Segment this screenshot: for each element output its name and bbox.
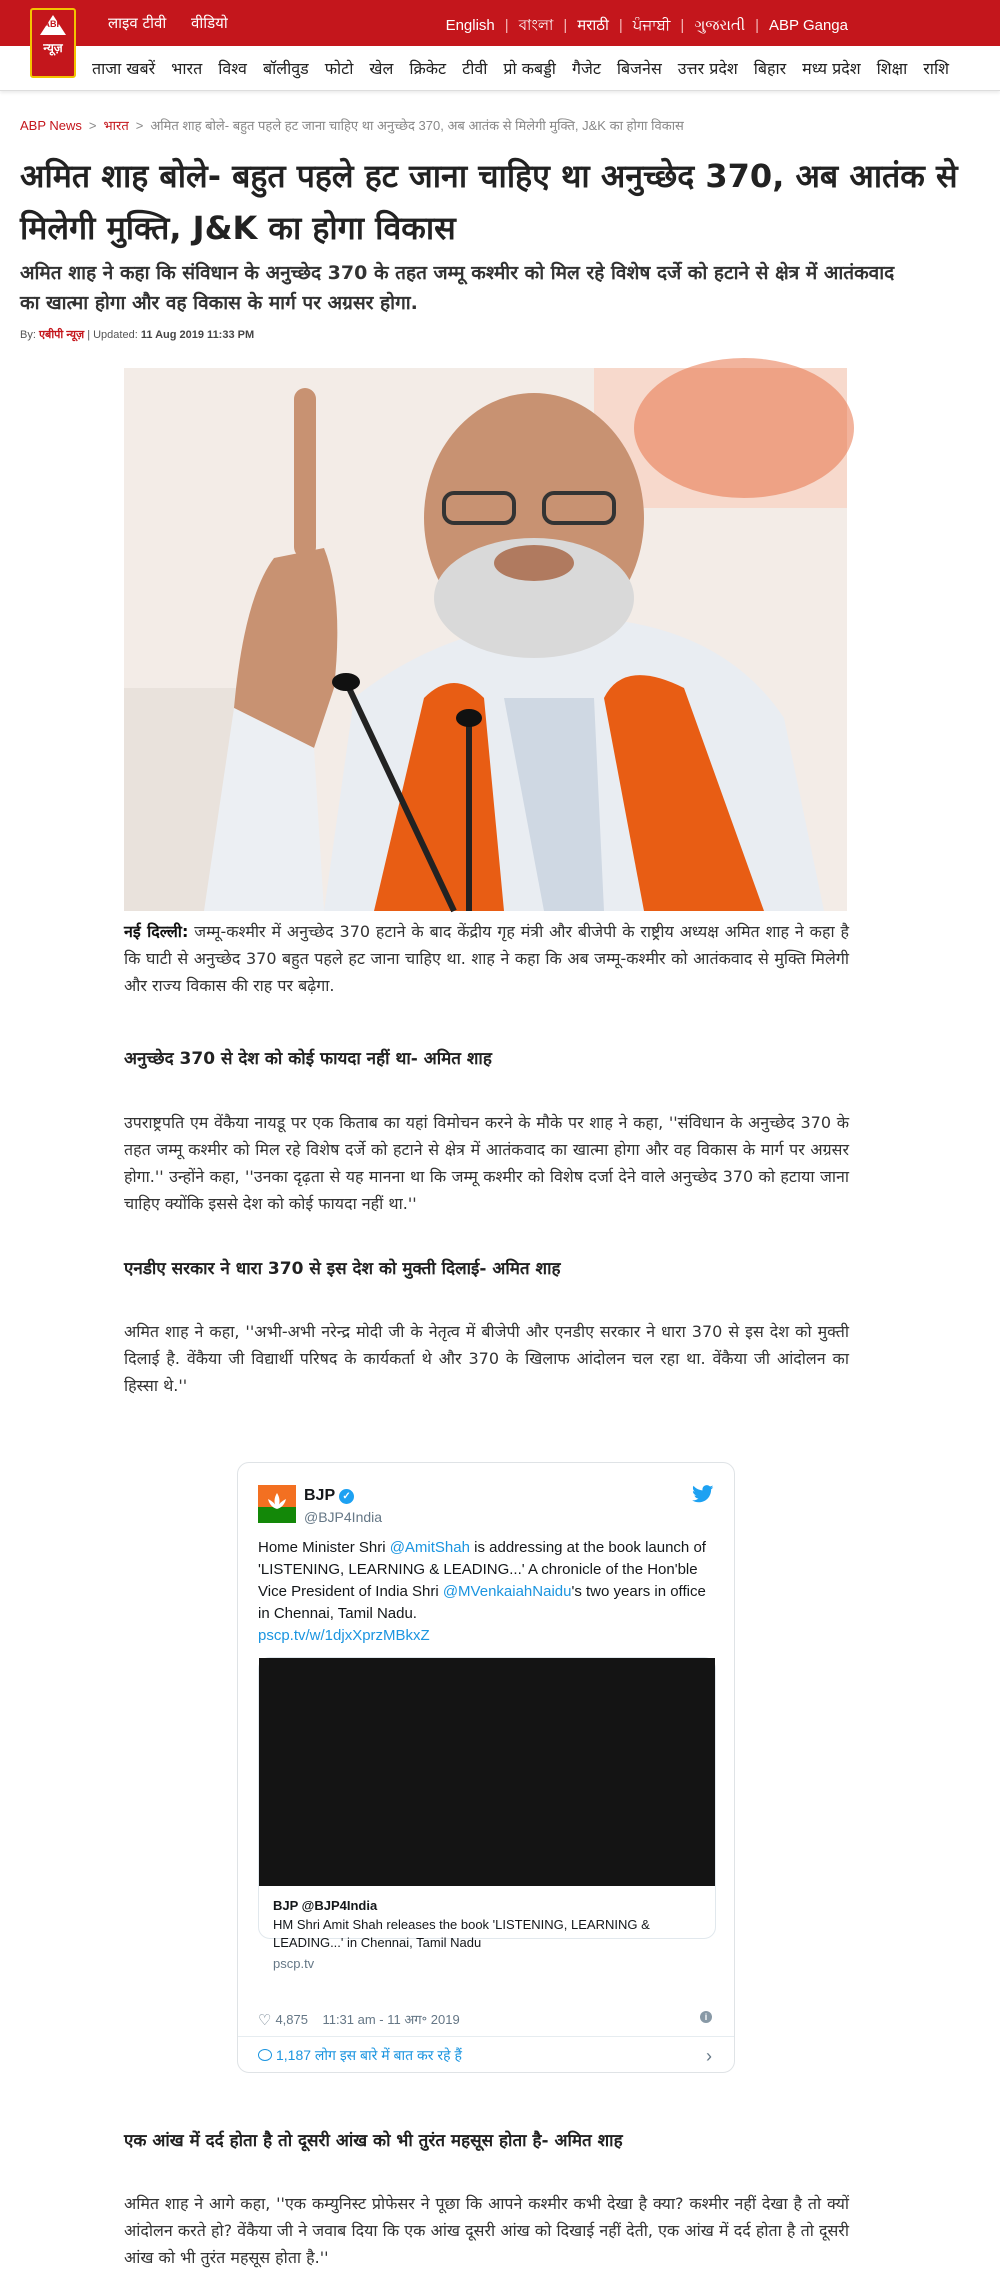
article-byline bbox=[20, 327, 254, 342]
card-title: BJP @BJP4India bbox=[273, 1898, 378, 1913]
chevron-right-icon[interactable]: › bbox=[706, 2046, 712, 2066]
article-headline: अमित शाह बोले- बहुत पहले हट जाना चाहिए था अनुच्छेद 370, अब आतंक से मिलेगी मुक्ति, J&K का होगा विकास bbox=[20, 157, 958, 247]
lang-punjabi-link[interactable]: ਪੰਜਾਬੀ bbox=[632, 17, 671, 34]
video-link[interactable]: वीडियो bbox=[190, 14, 228, 32]
logo-news-text: न्यूज़ bbox=[43, 41, 63, 55]
reply-bubble-icon bbox=[258, 2049, 272, 2061]
lang-marathi-link[interactable]: मराठी bbox=[577, 17, 609, 34]
article-subhead: अमित शाह ने कहा कि संविधान के अनुच्छेद 370 के तहत जम्मू कश्मीर को मिल रहे विशेष दर्जे को हटाने से क्षेत्र में आतंकवाद का खात्मा होगा और वह विकास के मार्ग पर अग्रसर होगा. bbox=[20, 262, 895, 314]
logo-abp-text: ABP bbox=[43, 19, 63, 29]
article-paragraph-3: अमित शाह ने कहा, ''अभी-अभी नरेन्द्र मोदी जी के नेतृत्व में बीजेपी और एनडीए सरकार ने धारा 370 से इस देश को मुक्ती दिलाई है. वेंकैया जी विद्यार्थी परिषद के कार्यकर्ता थे और 370 के खिलाफ आंदोलन चल रहा था. वेंकैया जी आंदोलन का हिस्सा थे.'' bbox=[124, 1322, 849, 1395]
article-paragraph-1 bbox=[124, 918, 849, 999]
breadcrumb-separator: > bbox=[88, 118, 97, 133]
nav-item-pro-kabaddi[interactable]: प्रो कबड्डी bbox=[503, 59, 556, 78]
article-subheading-1: अनुच्छेद 370 से देश को कोई फायदा नहीं था- अमित शाह bbox=[124, 1049, 492, 1069]
article-paragraph-1-text: जम्मू-कश्मीर में अनुच्छेद 370 हटाने के बाद केंद्रीय गृह मंत्री और बीजेपी के राष्ट्रीय अध्यक्ष अमित शाह ने कहा है कि घाटी से अनुच्छेद 370 बहुत पहले हट जाना चाहिए था. शाह ने कहा कि अब जम्मू-कश्मीर को आतंकवाद से मुक्ति मिलेगी और राज्य विकास की राह पर बढ़ेगा. bbox=[124, 922, 849, 995]
tweet-text-part: is addressing at the book launch of 'LISTENING, LEARNING & LEADING...' A chronicle of the Hon'ble Vice President of India Shri bbox=[258, 1539, 706, 1600]
nav-item-education[interactable]: शिक्षा bbox=[876, 59, 908, 78]
embedded-tweet[interactable] bbox=[237, 1462, 735, 2073]
nav-item-latest[interactable]: ताजा खबरें bbox=[92, 59, 156, 78]
lang-abp-ganga-link[interactable]: ABP Ganga bbox=[769, 17, 848, 34]
abp-news-logo[interactable] bbox=[30, 8, 76, 78]
nav-item-world[interactable]: विश्व bbox=[218, 59, 247, 78]
tweet-author-name-text: BJP bbox=[304, 1487, 336, 1504]
nav-item-rashi[interactable]: राशि bbox=[923, 59, 949, 78]
tweet-text-part: Home Minister Shri bbox=[258, 1539, 390, 1556]
tweet-url-link[interactable]: pscp.tv/w/1djxXprzMBkxZ bbox=[258, 1627, 430, 1644]
card-description: HM Shri Amit Shah releases the book 'LISTENING, LEARNING & LEADING...' in Chennai, Tamil Nadu bbox=[273, 1917, 650, 1950]
speaker-photo bbox=[124, 368, 847, 911]
tweet-meta bbox=[258, 2010, 460, 2029]
twitter-bird-icon[interactable] bbox=[692, 1485, 714, 1503]
top-bar bbox=[0, 0, 1000, 46]
tweet-author-handle[interactable]: @BJP4India bbox=[304, 1509, 383, 1525]
breadcrumb-section[interactable]: भारत bbox=[103, 118, 129, 133]
lang-gujarati-link[interactable]: ગુજરાતી bbox=[694, 17, 746, 34]
breadcrumb-separator: > bbox=[135, 118, 144, 133]
mention-amitshah-link[interactable]: @AmitShah bbox=[389, 1539, 470, 1556]
tweet-replies-link[interactable] bbox=[258, 2046, 462, 2065]
nav-item-india[interactable]: भारत bbox=[171, 59, 203, 78]
lang-english-link[interactable]: English bbox=[445, 17, 495, 34]
language-links bbox=[446, 14, 848, 39]
tweet-timestamp[interactable]: 11:31 am - 11 अग॰ 2019 bbox=[322, 2012, 460, 2027]
info-icon[interactable]: i bbox=[700, 2011, 712, 2023]
byline-updated-date: 11 Aug 2019 11:33 PM bbox=[140, 329, 255, 341]
divider bbox=[238, 2036, 734, 2037]
article-paragraph-4: अमित शाह ने आगे कहा, ''एक कम्युनिस्ट प्रोफेसर ने पूछा कि आपने कश्मीर कभी देखा है क्या? कश्मीर नहीं देखा है तो क्यों आंदोलन करते हो? वेंकैया जी ने जवाब दिया कि एक आंख दूसरी आंख को दिखाई नहीं देती, एक आंख में दर्द होता है तो दूसरी आंख को भी तुरंत महसूस होता है.'' bbox=[124, 2194, 849, 2267]
card-domain: pscp.tv bbox=[273, 1956, 315, 1971]
lang-bangla-link[interactable]: বাংলা bbox=[518, 17, 554, 34]
nav-item-photo[interactable]: फोटो bbox=[324, 59, 354, 78]
verified-badge-icon: ✓ bbox=[339, 1489, 354, 1504]
live-tv-link[interactable]: लाइव टीवी bbox=[108, 14, 167, 32]
tweet-link-card[interactable] bbox=[258, 1657, 716, 1971]
divider: | bbox=[755, 17, 760, 34]
tweet-text bbox=[258, 1537, 718, 1647]
nav-item-mp[interactable]: मध्य प्रदेश bbox=[802, 59, 861, 78]
article-subheading-3: एक आंख में दर्द होता है तो दूसरी आंख को भी तुरंत महसूस होता है- अमित शाह bbox=[124, 2131, 623, 2151]
nav-item-business[interactable]: बिजनेस bbox=[616, 59, 662, 78]
nav-item-bihar[interactable]: बिहार bbox=[753, 59, 787, 78]
replies-text: 1,187 लोग इस बारे में बात कर रहे हैं bbox=[276, 2047, 462, 2063]
tweet-author-name[interactable] bbox=[304, 1487, 354, 1505]
divider: | bbox=[504, 17, 509, 34]
nav-item-bollywood[interactable]: बॉलीवुड bbox=[262, 59, 309, 78]
breadcrumb-current: अमित शाह बोले- बहुत पहले हट जाना चाहिए था अनुच्छेद 370, अब आतंक से मिलेगी मुक्ति, J&K का होगा विकास bbox=[150, 118, 684, 133]
byline-label: By: bbox=[20, 329, 36, 341]
byline-author[interactable]: एबीपी न्यूज़ bbox=[38, 329, 85, 341]
video-thumbnail[interactable] bbox=[259, 1658, 715, 1886]
breadcrumb bbox=[20, 116, 684, 134]
divider: | bbox=[618, 17, 623, 34]
article-hero-image bbox=[124, 368, 847, 911]
mention-venkaiah-link[interactable]: @MVenkaiahNaidu bbox=[442, 1583, 572, 1600]
byline-updated-label: | Updated: bbox=[87, 329, 138, 341]
like-count[interactable]: 4,875 bbox=[275, 2012, 308, 2027]
nav-item-sports[interactable]: खेल bbox=[369, 59, 394, 78]
article-paragraph-2: उपराष्ट्रपति एम वेंकैया नायडू पर एक किताब का यहां विमोचन करने के मौके पर शाह ने कहा, ''संविधान के अनुच्छेद 370 के तहत जम्मू कश्मीर को मिल रहे विशेष दर्जे को हटाने से क्षेत्र में आतंकवाद का खात्मा होगा और वह विकास के मार्ग पर अग्रसर होगा.'' उन्होंने कहा, ''उनका दृढ़ता से यह मानना था कि जम्मू कश्मीर को विशेष दर्जा देने वाले अनुच्छेद 370 को हटाया जाना चाहिए क्योंकि इससे देश को कोई फायदा नहीं था.'' bbox=[124, 1113, 849, 1213]
divider: | bbox=[680, 17, 685, 34]
lotus-icon bbox=[258, 1485, 296, 1523]
top-links bbox=[108, 13, 248, 33]
heart-icon[interactable]: ♡ bbox=[258, 2012, 272, 2029]
divider: | bbox=[563, 17, 568, 34]
breadcrumb-home[interactable]: ABP News bbox=[20, 118, 82, 133]
nav-item-up[interactable]: उत्तर प्रदेश bbox=[677, 59, 738, 78]
article-subheading-2: एनडीए सरकार ने धारा 370 से इस देश को मुक्ती दिलाई- अमित शाह bbox=[124, 1259, 561, 1279]
nav-item-cricket[interactable]: क्रिकेट bbox=[409, 59, 447, 78]
article-dateline: नई दिल्ली: bbox=[124, 922, 189, 941]
tweet-text-part: 's two years in office in Chennai, Tamil Nadu. bbox=[258, 1583, 706, 1622]
nav-item-gadget[interactable]: गैजेट bbox=[571, 59, 601, 78]
bjp-avatar[interactable] bbox=[258, 1485, 296, 1523]
main-nav bbox=[0, 46, 1000, 91]
nav-item-tv[interactable]: टीवी bbox=[462, 59, 488, 78]
